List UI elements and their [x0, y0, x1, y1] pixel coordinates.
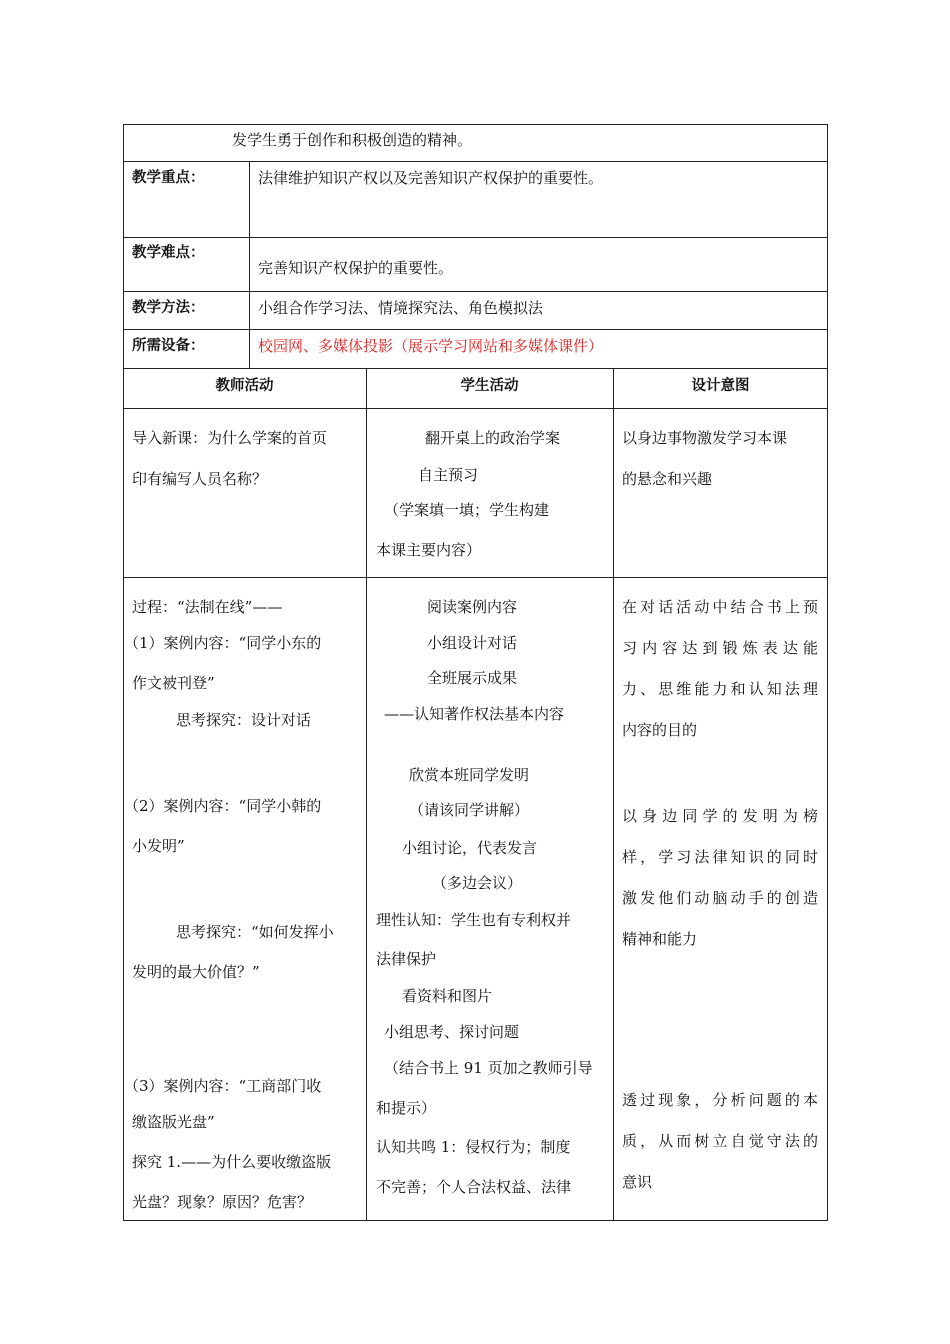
intro-student-line: （学案填一填；学生构建: [384, 501, 550, 519]
row-divider: [123, 329, 828, 330]
process-teacher-line: （1）案例内容：“同学小东的: [124, 634, 322, 652]
process-student-line: 看资料和图片: [402, 987, 493, 1005]
process-student-line: 不完善；个人合法权益、法律: [376, 1178, 572, 1196]
process-teacher-line: 探究 1.——为什么要收缴盗版: [132, 1153, 332, 1171]
process-teacher-line: 过程：“法制在线”——: [132, 598, 283, 616]
process-teacher-line: 作文被刊登”: [132, 674, 215, 692]
intro-student-line: 本课主要内容）: [376, 541, 482, 559]
row-divider: [123, 161, 828, 162]
process-intent-line: 透过现象，分析问题的本: [622, 1091, 818, 1109]
process-student-line: 小组讨论，代表发言: [402, 839, 538, 857]
method-value: 小组合作学习法、情境探究法、角色模拟法: [258, 299, 544, 317]
column-header-intent: 设计意图: [691, 378, 750, 394]
process-teacher-line: （3）案例内容：“工商部门收: [124, 1077, 322, 1095]
column-divider: [366, 368, 367, 1221]
process-intent-line: 意识: [622, 1173, 653, 1191]
column-header-student: 学生活动: [460, 378, 519, 394]
process-intent-line: 在对话活动中结合书上预: [622, 598, 818, 616]
process-student-line: 小组设计对话: [427, 634, 518, 652]
process-student-line: 小组思考、探讨问题: [384, 1023, 520, 1041]
intro-intent-line: 的悬念和兴趣: [622, 470, 713, 488]
process-teacher-line: 光盘？现象？原因？危害？: [132, 1193, 313, 1211]
continued-objective-text: 发学生勇于创作和积极创造的精神。: [232, 131, 473, 149]
difficulty-value: 完善知识产权保护的重要性。: [258, 259, 454, 277]
process-student-line: （多边会议）: [432, 874, 523, 892]
process-intent-line: 样，学习法律知识的同时: [622, 848, 818, 866]
process-teacher-line: 思考探究：“如何发挥小: [176, 923, 334, 941]
intro-student-line: 翻开桌上的政治学案: [425, 429, 561, 447]
row-divider: [123, 408, 828, 409]
process-intent-line: 以身边同学的发明为榜: [622, 807, 818, 825]
key-points-label: 教学重点：: [132, 170, 205, 186]
equipment-label: 所需设备：: [132, 338, 205, 354]
intro-teacher-line: 导入新课：为什么学案的首页: [132, 429, 328, 447]
process-student-line: 法律保护: [376, 950, 437, 968]
column-header-teacher: 教师活动: [215, 378, 274, 394]
method-label: 教学方法：: [132, 300, 205, 316]
process-student-line: （请该同学讲解）: [409, 801, 530, 819]
process-student-line: 阅读案例内容: [427, 598, 518, 616]
row-divider: [123, 291, 828, 292]
row-divider: [123, 577, 828, 578]
process-student-line: 理性认知：学生也有专利权并: [376, 911, 572, 929]
process-teacher-line: 缴盗版光盘”: [132, 1113, 215, 1131]
intro-student-line: 自主预习: [418, 466, 479, 484]
difficulty-label: 教学难点：: [132, 245, 205, 261]
key-points-value: 法律维护知识产权以及完善知识产权保护的重要性。: [258, 169, 604, 187]
process-teacher-line: 思考探究：设计对话: [176, 711, 312, 729]
row-divider: [123, 368, 828, 369]
process-intent-line: 习内容达到锻炼表达能: [622, 639, 818, 657]
process-student-line: 和提示）: [376, 1099, 437, 1117]
process-intent-line: 质，从而树立自觉守法的: [622, 1132, 818, 1150]
process-student-line: （结合书上 91 页加之教师引导: [384, 1059, 593, 1077]
process-student-line: ——认知著作权法基本内容: [384, 705, 565, 723]
process-student-line: 全班展示成果: [427, 669, 518, 687]
process-student-line: 认知共鸣 1：侵权行为；制度: [376, 1138, 571, 1156]
process-teacher-line: 发明的最大价值？”: [132, 963, 260, 981]
process-teacher-line: 小发明”: [132, 837, 185, 855]
row-divider: [123, 237, 828, 238]
process-intent-line: 激发他们动脑动手的创造: [622, 889, 818, 907]
equipment-value: 校园网、多媒体投影（展示学习网站和多媒体课件）: [258, 337, 604, 355]
column-divider: [613, 368, 614, 1221]
process-intent-line: 内容的目的: [622, 721, 698, 739]
process-intent-line: 力、思维能力和认知法理: [622, 680, 818, 698]
process-student-line: 欣赏本班同学发明: [409, 766, 530, 784]
process-teacher-line: （2）案例内容：“同学小韩的: [124, 797, 322, 815]
process-intent-line: 精神和能力: [622, 930, 698, 948]
label-column-divider: [249, 161, 250, 368]
intro-intent-line: 以身边事物激发学习本课: [622, 429, 788, 447]
intro-teacher-line: 印有编写人员名称？: [132, 470, 268, 488]
